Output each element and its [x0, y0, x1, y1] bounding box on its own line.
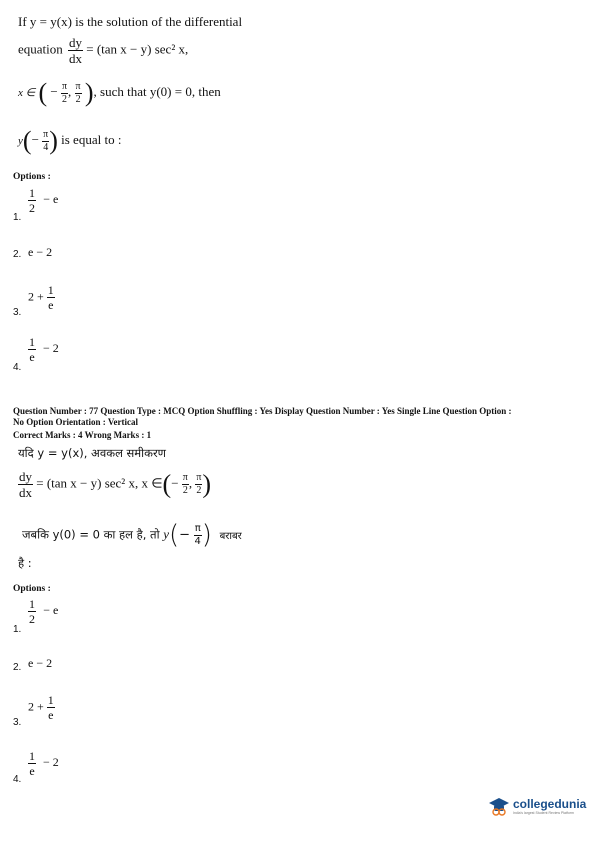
option2-4-number: 4. [13, 774, 22, 785]
option2-3-number: 3. [13, 717, 22, 728]
q1-rhs: = (tan x − y) sec² x, [86, 41, 189, 57]
option2-4[interactable]: $\frac{1}{e}$ − 2 [29, 749, 59, 778]
q2-equation: $\frac{dy}{dx}$ = (tan x − y) sec² x, x ∈(− $\frac{\pi}{2}$ , $\frac{\pi}{2}$ ) [19, 469, 212, 500]
graduation-cap-icon [488, 796, 510, 816]
options-label-1: Options : [13, 172, 51, 182]
q2-line1: यदि y = y(x), अवकल समीकरण [18, 446, 167, 460]
option-4[interactable]: $\frac{1}{e}$ − 2 [29, 335, 59, 364]
option2-1-number: 1. [13, 624, 22, 635]
option-2-number: 2. [13, 249, 22, 260]
q1-equation-label: equation [18, 41, 63, 57]
q1-condition: , such that y(0) = 0, then [93, 83, 221, 99]
options-label-2: Options : [13, 584, 51, 594]
dx: dx [69, 51, 83, 66]
option-3[interactable]: 2 + $\frac{1}{e}$ [28, 283, 54, 312]
option-3-number: 3. [13, 307, 22, 318]
q1-ask: y(− $\frac{\pi}{4}$ ) is equal to : [18, 126, 122, 155]
q1-domain: x ∈ ( − $\frac{\pi}{2}$ , $\frac{\pi}{2}$ ), such that y(0) = 0, then [18, 78, 221, 107]
option-1[interactable]: $\frac{1}{2}$ − e [29, 186, 59, 215]
option-4-number: 4. [13, 362, 22, 373]
option-1-number: 1. [13, 212, 22, 223]
logo-name: collegedunia [513, 797, 587, 811]
dy: dy [69, 35, 83, 50]
meta-line2: No Option Orientation : Vertical [13, 417, 138, 427]
x-in: x ∈ [18, 86, 36, 99]
meta-line3: Correct Marks : 4 Wrong Marks : 1 [13, 430, 152, 440]
collegedunia-logo [488, 796, 586, 816]
option2-2-number: 2. [13, 662, 22, 673]
meta-line1: Question Number : 77 Question Type : MCQ Option Shuffling : Yes Display Question Number : Yes Single Line Question Option : [13, 406, 512, 416]
q1-equal-to: is equal to : [61, 131, 122, 147]
q1-line1: If y = y(x) is the solution of the differential [18, 14, 243, 29]
q2-rhs: = (tan x − y) sec² x, x ∈ [36, 475, 163, 491]
option-2[interactable]: e − 2 [28, 245, 53, 259]
option2-3[interactable]: 2 + $\frac{1}{e}$ [28, 693, 54, 722]
option2-2[interactable]: e − 2 [28, 656, 53, 670]
option2-1[interactable]: $\frac{1}{2}$ − e [29, 597, 59, 626]
q1-equation [18, 36, 188, 65]
q2-line4: है : [18, 556, 32, 570]
q2-line3: जबकि y(0) = 0 का हल है, तो y(− $\frac{\pi}{4}$ ) बराबर [22, 520, 242, 550]
logo-tagline: India's largest Student Review Platform [513, 811, 574, 815]
